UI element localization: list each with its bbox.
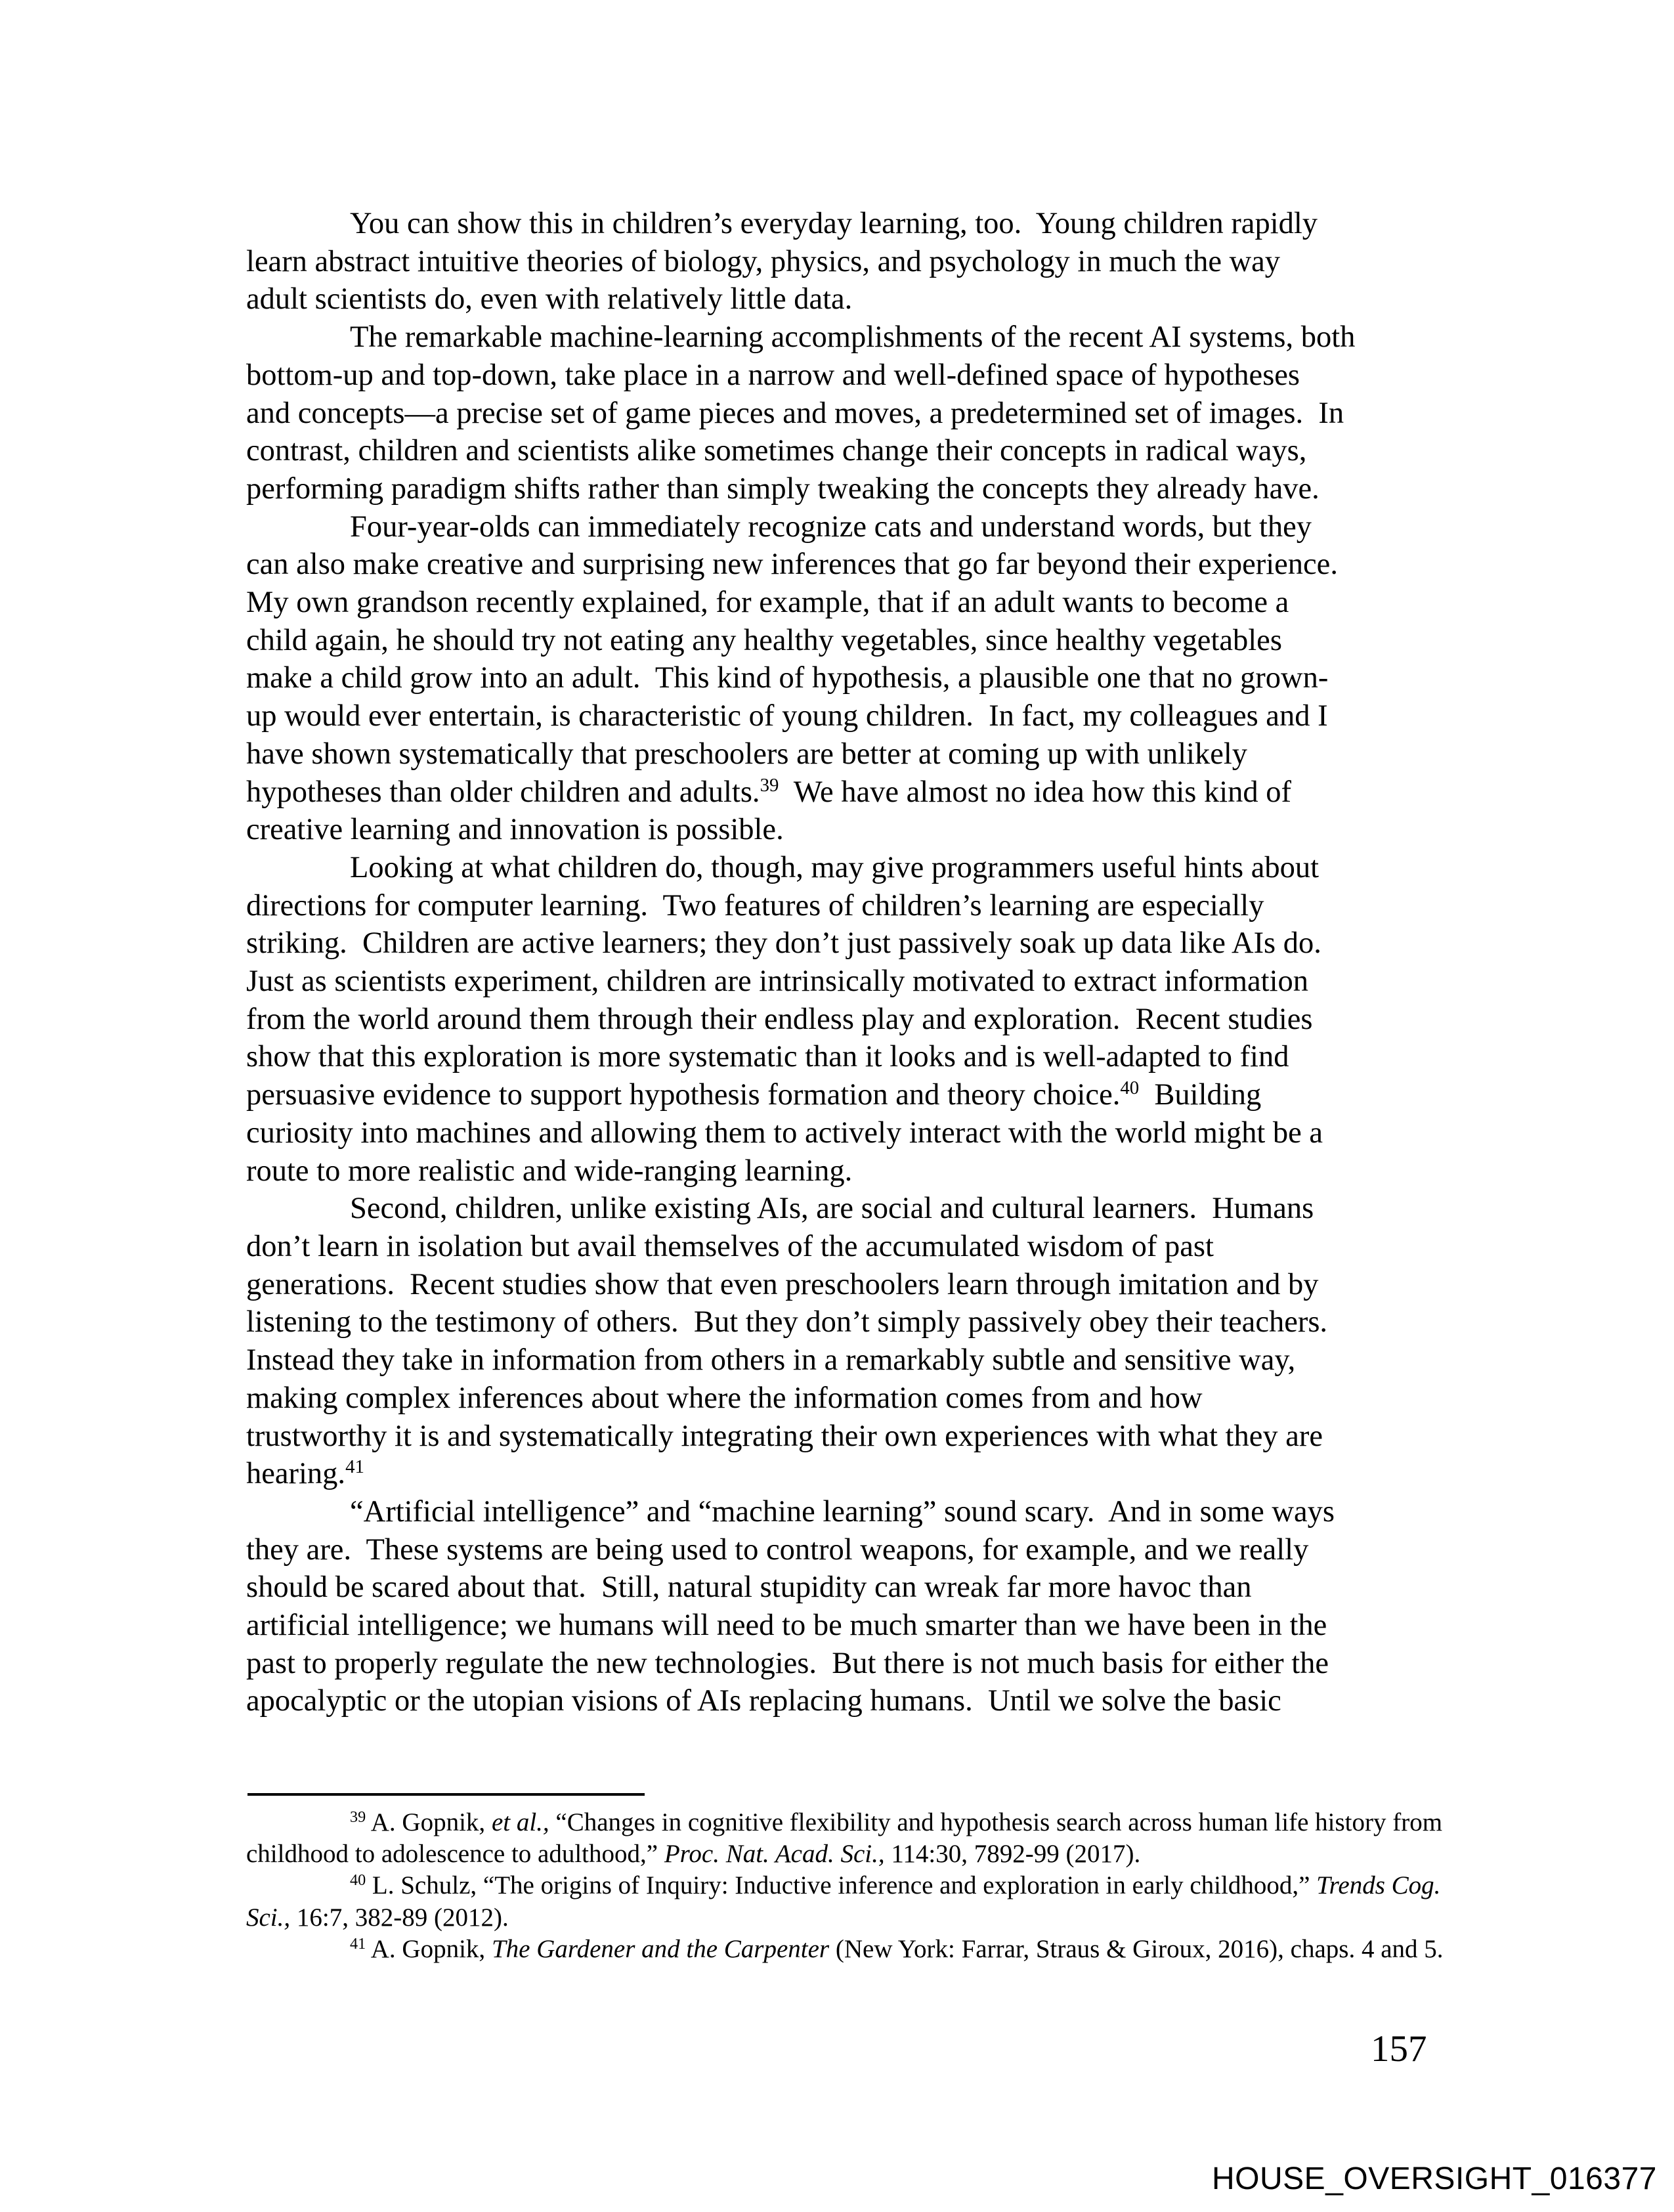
body-line: Instead they take in information from others in a remarkably subtle and sensitive way, [246, 1343, 1296, 1377]
body-line: can also make creative and surprising new inferences that go far beyond their experience. [246, 548, 1338, 582]
bates-stamp: HOUSE_OVERSIGHT_016377 [1212, 2161, 1657, 2196]
body-line: curiosity into machines and allowing them to actively interact with the world might be a [246, 1116, 1323, 1150]
footnote-line: childhood to adolescence to adulthood,” Proc. Nat. Acad. Sci., 114:30, 7892-99 (2017). [246, 1840, 1141, 1869]
footnote-reference: 40 [350, 1871, 366, 1890]
body-line: artificial intelligence; we humans will need to be much smarter than we have been in the [246, 1609, 1327, 1643]
body-line: route to more realistic and wide-ranging learning. [246, 1154, 853, 1188]
body-line: My own grandson recently explained, for example, that if an adult wants to become a [246, 586, 1289, 620]
body-line: persuasive evidence to support hypothesis formation and theory choice.$^{40}$ Building [246, 1077, 1262, 1112]
body-line: striking. Children are active learners; they don’t just passively soak up data like AIs do. [246, 926, 1321, 961]
footnote-reference: 40 [1120, 1077, 1140, 1099]
body-line: performing paradigm shifts rather than simply tweaking the concepts they already have. [246, 471, 1320, 506]
body-line: child again, he should try not eating any healthy vegetables, since healthy vegetables [246, 623, 1282, 657]
footnote-reference: 39 [350, 1808, 366, 1826]
body-line: Looking at what children do, though, may give programmers useful hints about [350, 850, 1320, 884]
footnotes [246, 1807, 1493, 1965]
body-line: make a child grow into an adult. This kind of hypothesis, a plausible one that no grown- [246, 661, 1329, 695]
body-line: making complex inferences about where the information comes from and how [246, 1381, 1203, 1415]
footnote [246, 1807, 1493, 1870]
footnote [246, 1934, 1493, 1965]
body-line: Second, children, unlike existing AIs, are social and cultural learners. Humans [350, 1192, 1314, 1226]
footnote-line: $^{40}$ L. Schulz, “The origins of Inquiry: Inductive inference and exploration in early childhood,” Trends Cog. [350, 1871, 1441, 1900]
footnote-line: $^{41}$ A. Gopnik, The Gardener and the Carpenter (New York: Farrar, Straus & Giroux, 2016), chaps. 4 and 5. [350, 1934, 1444, 1963]
paragraph [246, 849, 1467, 1190]
body-line: directions for computer learning. Two features of children’s learning are especially [246, 888, 1264, 922]
body-line: “Artificial intelligence” and “machine learning” sound scary. And in some ways [350, 1494, 1335, 1529]
body-line: creative learning and innovation is possible. [246, 813, 784, 847]
paragraph [246, 318, 1467, 508]
paragraph [246, 205, 1467, 318]
body-text [246, 205, 1467, 1720]
paragraph [246, 1190, 1467, 1493]
body-line: should be scared about that. Still, natural stupidity can wreak far more havoc than [246, 1571, 1252, 1605]
body-line: apocalyptic or the utopian visions of AIs replacing humans. Until we solve the basic [246, 1684, 1281, 1718]
paragraph [246, 1493, 1467, 1720]
body-line: from the world around them through their endless play and exploration. Recent studies [246, 1002, 1313, 1036]
footnote-separator-line [247, 1793, 645, 1796]
footnote-reference: 39 [760, 774, 779, 796]
body-line: don’t learn in isolation but avail themselves of the accumulated wisdom of past [246, 1229, 1214, 1263]
body-line: past to properly regulate the new technologies. But there is not much basis for either the [246, 1646, 1329, 1680]
body-line: The remarkable machine-learning accomplishments of the recent AI systems, both [350, 320, 1356, 355]
body-line: show that this exploration is more systematic than it looks and is well-adapted to find [246, 1040, 1289, 1074]
footnote [246, 1870, 1493, 1933]
page-number: 157 [1371, 2028, 1427, 2070]
body-line: hypotheses than older children and adults.$^{39}$ We have almost no idea how this kind of [246, 774, 1291, 809]
body-line: hearing.$^{41}$ [246, 1456, 364, 1491]
body-line: listening to the testimony of others. But they don’t simply passively obey their teachers. [246, 1305, 1328, 1339]
footnote-line: $^{39}$ A. Gopnik, et al., “Changes in cognitive flexibility and hypothesis search across human life history from [350, 1808, 1443, 1836]
body-line: Just as scientists experiment, children are intrinsically motivated to extract information [246, 965, 1309, 999]
body-line: Four-year-olds can immediately recognize cats and understand words, but they [350, 510, 1312, 544]
body-line: they are. These systems are being used to control weapons, for example, and we really [246, 1532, 1309, 1567]
body-line: generations. Recent studies show that even preschoolers learn through imitation and by [246, 1267, 1319, 1301]
body-line: adult scientists do, even with relatively little data. [246, 282, 853, 316]
body-line: trustworthy it is and systematically integrating their own experiences with what they are [246, 1419, 1323, 1453]
body-line: have shown systematically that preschoolers are better at coming up with unlikely [246, 737, 1248, 771]
footnote-reference: 41 [345, 1456, 364, 1478]
body-line: You can show this in children’s everyday learning, too. Young children rapidly [350, 207, 1318, 240]
footnote-line: Sci., 16:7, 382-89 (2012). [246, 1903, 509, 1932]
body-line: bottom-up and top-down, take place in a narrow and well-defined space of hypotheses [246, 358, 1300, 392]
body-line: learn abstract intuitive theories of biology, physics, and psychology in much the way [246, 244, 1281, 278]
body-line: and concepts—a precise set of game pieces and moves, a predetermined set of images. In [246, 396, 1344, 430]
body-line: contrast, children and scientists alike sometimes change their concepts in radical ways, [246, 434, 1307, 468]
footnote-reference: 41 [350, 1934, 366, 1953]
paragraph [246, 508, 1467, 849]
body-line: up would ever entertain, is characteristic of young children. In fact, my colleagues and I [246, 699, 1328, 733]
